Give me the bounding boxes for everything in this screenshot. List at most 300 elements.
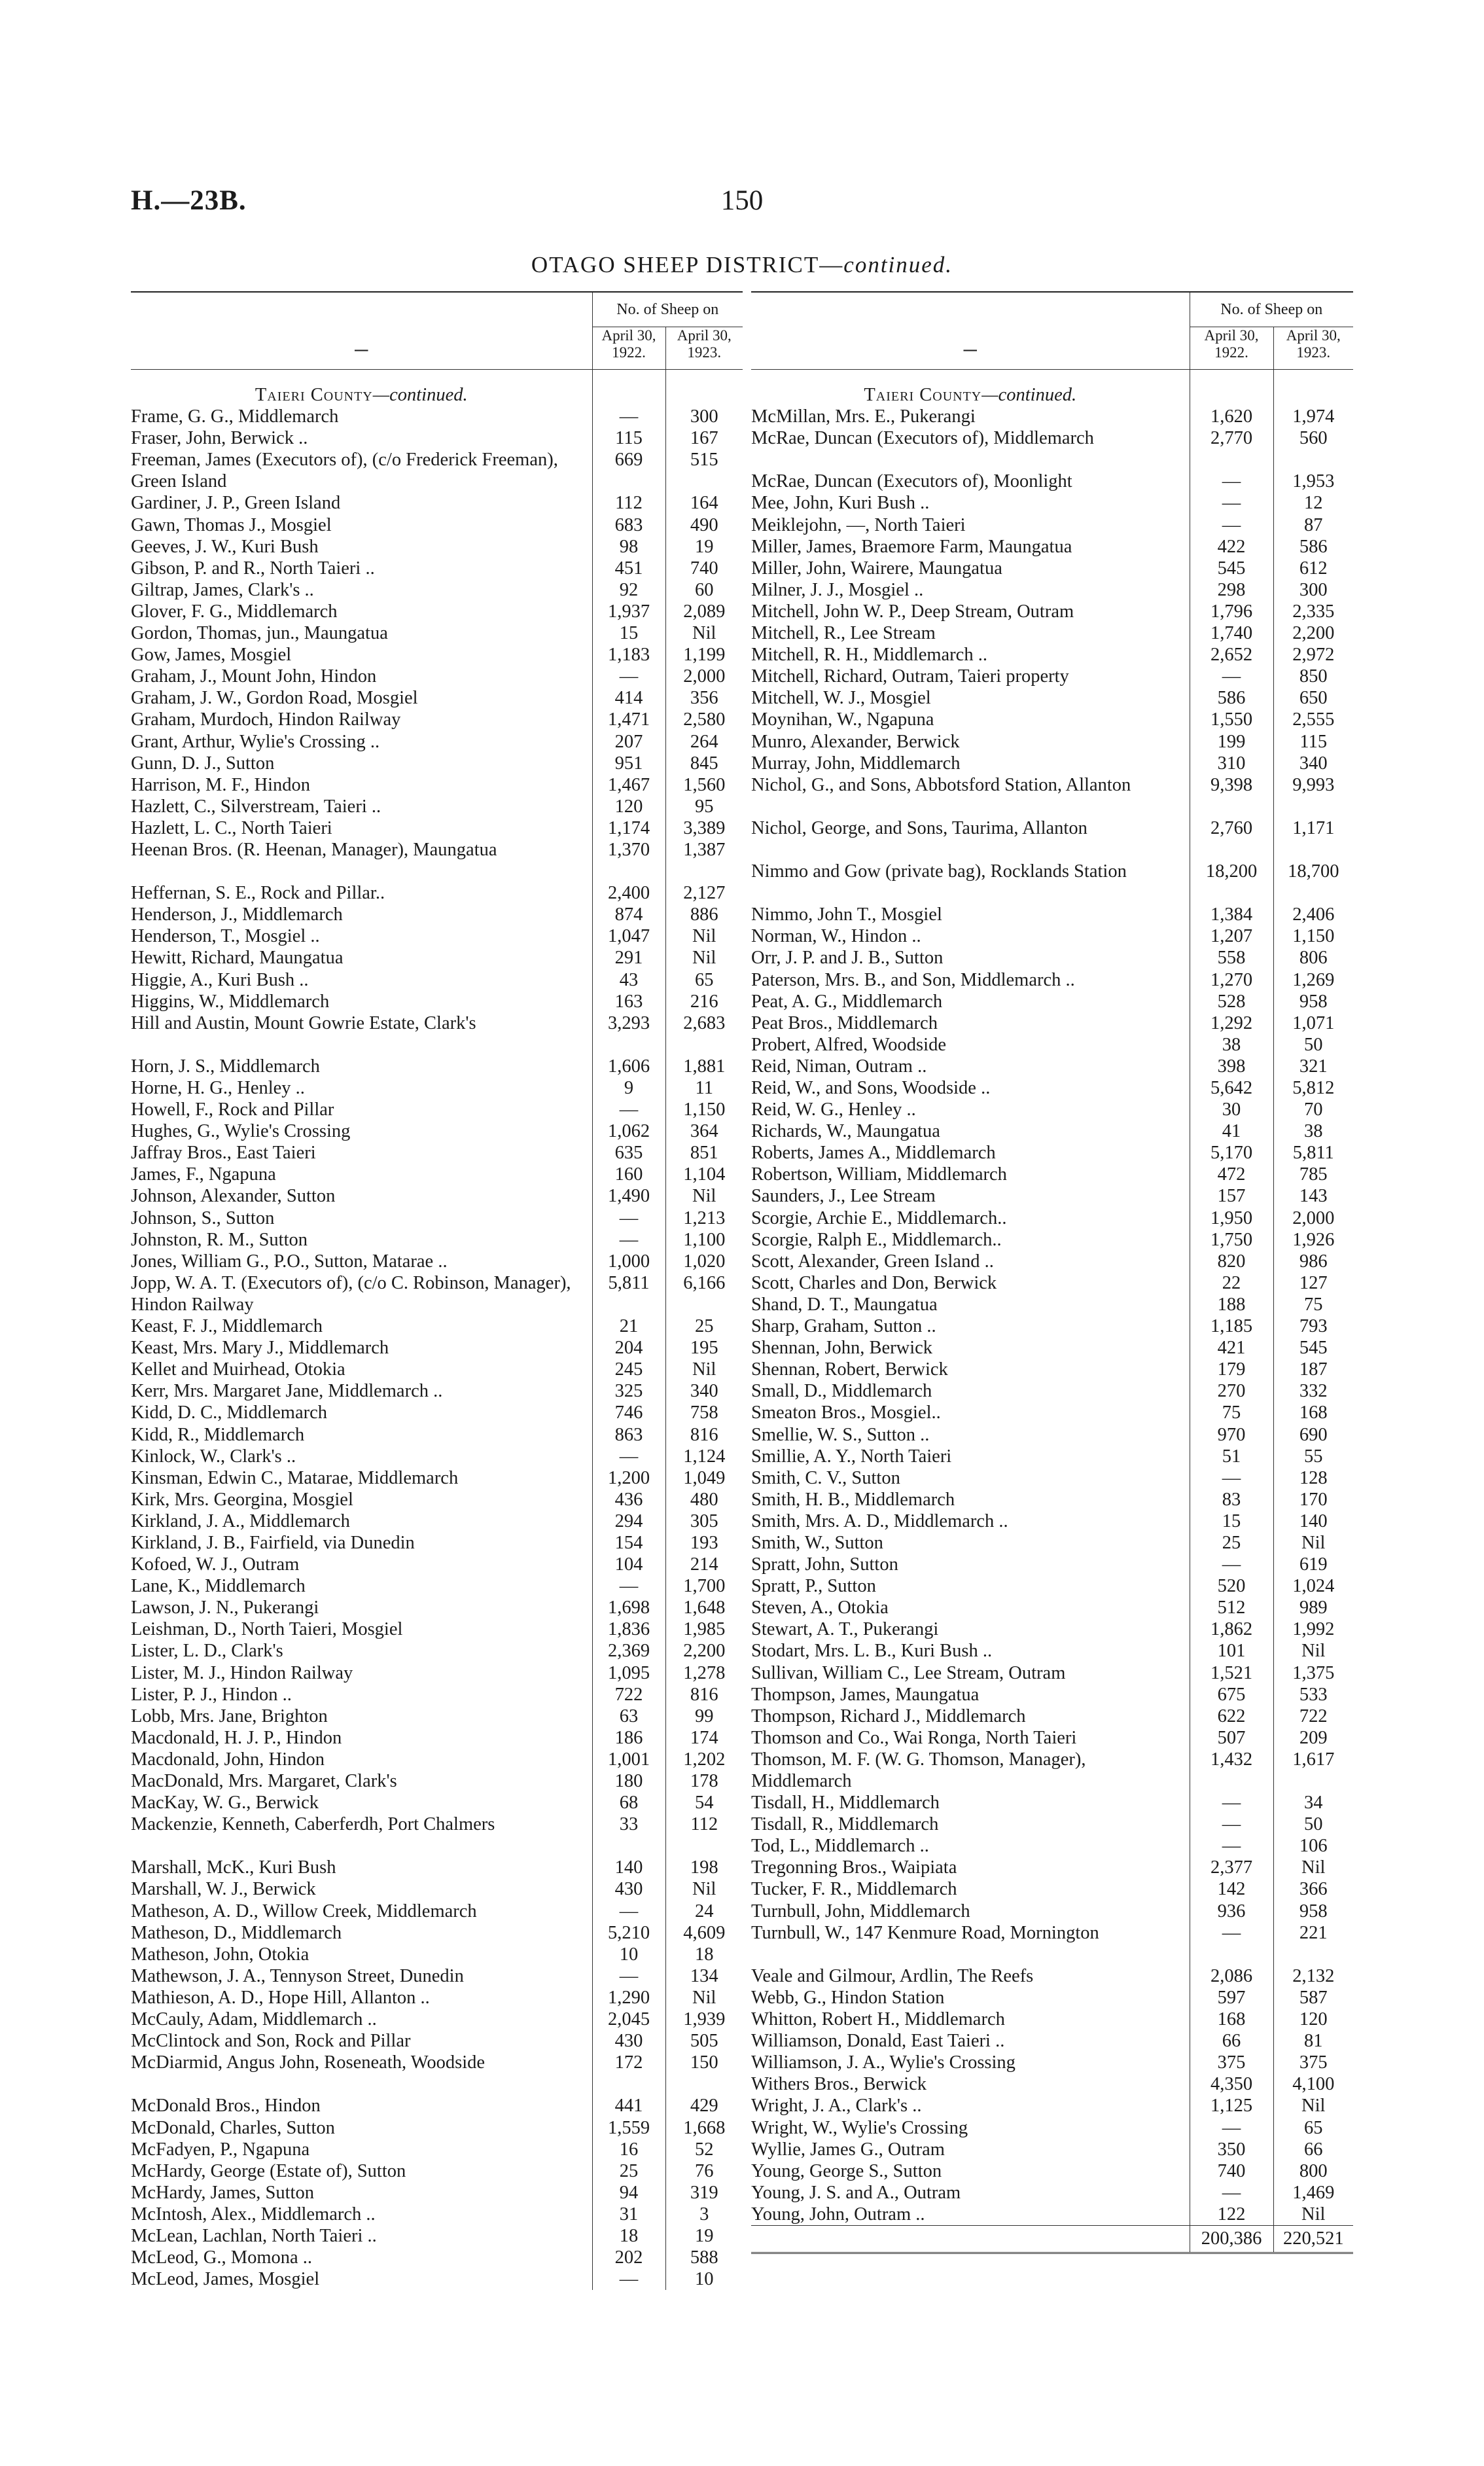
table-row <box>131 1120 743 1142</box>
table-row <box>751 1554 1353 1575</box>
sheep-1923: 195 <box>665 1337 743 1359</box>
sheep-1923: 5,812 <box>1273 1077 1353 1099</box>
table-row <box>131 1402 743 1423</box>
sheep-1923: 50 <box>1273 1034 1353 1056</box>
left-table-grid <box>131 291 743 2290</box>
sheep-1923: 174 <box>665 1727 743 1749</box>
sheep-1922: 83 <box>1190 1489 1273 1510</box>
table-row <box>131 839 743 882</box>
table-row <box>131 1640 743 1662</box>
owner-name: Geeves, J. W., Kuri Bush <box>131 536 319 557</box>
owner-name: Graham, J. W., Gordon Road, Mosgiel <box>131 688 418 709</box>
table-row <box>131 579 743 601</box>
sheep-1923: 2,555 <box>1273 709 1353 730</box>
owner-name: Horn, J. S., Middlemarch <box>131 1056 320 1077</box>
owner-name: Gordon, Thomas, jun., Maungatua <box>131 623 388 644</box>
sheep-1922: 5,811 <box>592 1272 665 1315</box>
table-row <box>751 644 1353 666</box>
sheep-1923: 1,020 <box>665 1251 743 1272</box>
owner-name: McDonald, Charles, Sutton <box>131 2117 335 2138</box>
sheep-1923: 300 <box>665 406 743 427</box>
sheep-1923: 480 <box>665 1489 743 1510</box>
table-row <box>751 1727 1353 1749</box>
owner-name: Kidd, R., Middlemarch <box>131 1424 305 1445</box>
owner-name: Smith, C. V., Sutton <box>751 1467 900 1488</box>
sheep-1922: 18,200 <box>1190 861 1273 904</box>
table-row <box>131 1575 743 1597</box>
sheep-1922: 512 <box>1190 1597 1273 1618</box>
table-row <box>131 1597 743 1618</box>
owner-name: Turnbull, John, Middlemarch <box>751 1901 970 1921</box>
owner-name: McCauly, Adam, Middlemarch .. <box>131 2009 377 2030</box>
sheep-1922: — <box>592 1099 665 1120</box>
sheep-1923: 115 <box>1273 731 1353 753</box>
sheep-1923: 198 <box>665 1857 743 1878</box>
sheep-1922: 669 <box>592 449 665 492</box>
owner-name: Mitchell, John W. P., Deep Stream, Outram <box>751 601 1074 622</box>
sheep-1922: — <box>592 666 665 687</box>
table-row <box>751 2160 1353 2182</box>
table-row <box>131 1770 743 1792</box>
sheep-1922: 507 <box>1190 1727 1273 1749</box>
table-row <box>131 2182 743 2204</box>
owner-name: Marshall, McK., Kuri Bush <box>131 1857 336 1878</box>
sheep-1923: 18,700 <box>1273 861 1353 904</box>
table-row <box>751 2139 1353 2160</box>
sheep-1923: 490 <box>665 514 743 536</box>
table-row <box>751 774 1353 817</box>
sheep-1923: Nil <box>1273 2204 1353 2226</box>
sheep-1923: 515 <box>665 449 743 492</box>
owner-name: Whitton, Robert H., Middlemarch <box>751 2009 1005 2030</box>
owner-name: McIntosh, Alex., Middlemarch .. <box>131 2204 376 2225</box>
owner-name: Higgins, W., Middlemarch <box>131 991 330 1012</box>
owner-name: Johnson, Alexander, Sutton <box>131 1186 336 1207</box>
owner-name: McHardy, George (Estate of), Sutton <box>131 2160 406 2181</box>
owner-name: MacKay, W. G., Berwick <box>131 1793 319 1814</box>
sheep-1922: 4,350 <box>1190 2073 1273 2095</box>
owner-name: Nimmo and Gow (private bag), Rocklands Station <box>751 861 1127 882</box>
sheep-1923: 1,953 <box>1273 471 1353 492</box>
sheep-1922: 1,550 <box>1190 709 1273 730</box>
owner-name: Frame, G. G., Middlemarch <box>131 406 339 427</box>
sheep-1922: — <box>1190 1835 1273 1857</box>
owner-name: Higgie, A., Kuri Bush .. <box>131 969 309 990</box>
owner-name: Graham, J., Mount John, Hindon <box>131 666 377 687</box>
sheep-1923: 505 <box>665 2030 743 2052</box>
table-row <box>751 1987 1353 2009</box>
sheep-1922: 41 <box>1190 1120 1273 1142</box>
table-row <box>131 1901 743 1922</box>
sheep-1923: 18 <box>665 1944 743 1965</box>
sheep-1923: 650 <box>1273 687 1353 709</box>
sheep-1923: 1,124 <box>665 1446 743 1467</box>
table-row <box>131 1315 743 1337</box>
sheep-1923: 800 <box>1273 2160 1353 2182</box>
sheep-1922: 1,095 <box>592 1662 665 1684</box>
owner-name: Mee, John, Kuri Bush .. <box>751 493 930 514</box>
owner-name: Smith, Mrs. A. D., Middlemarch .. <box>751 1510 1008 1531</box>
sheep-1923: 612 <box>1273 558 1353 579</box>
sheep-1922: 168 <box>1190 2009 1273 2030</box>
table-row <box>131 1857 743 1878</box>
owner-name: Hazlett, C., Silverstream, Taieri .. <box>131 796 381 817</box>
sheep-1922: 10 <box>592 1944 665 1965</box>
sheep-1922: 1,862 <box>1190 1618 1273 1640</box>
owner-name: Spratt, John, Sutton <box>751 1554 898 1575</box>
table-row <box>131 1814 743 1857</box>
table-row <box>751 1251 1353 1272</box>
table-row <box>751 1012 1353 1034</box>
sheep-1922: 30 <box>1190 1099 1273 1120</box>
owner-name: Shennan, Robert, Berwick <box>751 1359 948 1380</box>
table-row <box>751 709 1353 730</box>
sheep-1923: 340 <box>1273 753 1353 774</box>
sheep-1923: 112 <box>665 1814 743 1857</box>
sheep-1923: 66 <box>1273 2139 1353 2160</box>
sheep-1922: 2,760 <box>1190 817 1273 861</box>
table-row <box>131 1532 743 1554</box>
table-row <box>131 1662 743 1684</box>
sheep-1922: 820 <box>1190 1251 1273 1272</box>
sheep-1922: 38 <box>1190 1034 1273 1056</box>
table-row <box>131 1489 743 1510</box>
table-row <box>131 601 743 622</box>
owner-name: Tucker, F. R., Middlemarch <box>751 1879 957 1900</box>
sheep-1922: — <box>592 1901 665 1922</box>
owner-name: Spratt, P., Sutton <box>751 1576 876 1597</box>
sheep-1923: Nil <box>665 947 743 969</box>
owner-name: Steven, A., Otokia <box>751 1598 889 1618</box>
sheep-1922: 1,207 <box>1190 925 1273 947</box>
table-row <box>131 947 743 969</box>
owner-name: Gibson, P. and R., North Taieri .. <box>131 558 375 579</box>
sheep-1922: 3,293 <box>592 1012 665 1056</box>
sheep-1922: 1,467 <box>592 774 665 796</box>
sheep-1923: 216 <box>665 991 743 1012</box>
table-row <box>131 1207 743 1229</box>
owner-name: James, F., Ngapuna <box>131 1164 276 1185</box>
sheep-1922: — <box>1190 2182 1273 2204</box>
sheep-1922: 112 <box>592 492 665 514</box>
sheep-1922: — <box>1190 492 1273 514</box>
owner-name: Young, John, Outram .. <box>751 2204 925 2225</box>
sheep-1923: 75 <box>1273 1294 1353 1315</box>
owner-name: Young, J. S. and A., Outram <box>751 2182 961 2203</box>
sheep-1923: 99 <box>665 1706 743 1727</box>
col-1922-header: April 30, 1922. <box>592 327 665 370</box>
owner-name: Jopp, W. A. T. (Executors of), (c/o C. Robinson, Manager), Hindon Railway <box>131 1272 571 1315</box>
sheep-1922: 66 <box>1190 2030 1273 2052</box>
owner-name: Scott, Charles and Don, Berwick <box>751 1272 997 1293</box>
sheep-1923: 19 <box>665 2225 743 2247</box>
sheep-1922: 104 <box>592 1554 665 1575</box>
owner-name: Smith, W., Sutton <box>751 1532 883 1553</box>
owner-name: Matheson, D., Middlemarch <box>131 1922 342 1943</box>
right-sheep-table <box>751 291 1353 2254</box>
sheep-1923: 586 <box>1273 536 1353 558</box>
sheep-1922: 120 <box>592 796 665 817</box>
sheep-1923: 1,700 <box>665 1575 743 1597</box>
owner-name: Kidd, D. C., Middlemarch <box>131 1403 328 1423</box>
owner-name: Horne, H. G., Henley .. <box>131 1078 305 1098</box>
table-row <box>751 687 1353 709</box>
owner-name: Thomson and Co., Wai Ronga, North Taieri <box>751 1727 1077 1748</box>
sheep-1923: 2,132 <box>1273 1965 1353 1987</box>
sheep-1923: Nil <box>1273 1640 1353 1662</box>
table-row <box>131 1012 743 1056</box>
sheep-1923: 65 <box>1273 2117 1353 2139</box>
table-row <box>131 753 743 774</box>
table-row <box>131 2095 743 2117</box>
sheep-1922: 1,384 <box>1190 904 1273 925</box>
sheep-1922: 1,796 <box>1190 601 1273 622</box>
owner-name: Matheson, A. D., Willow Creek, Middlemarch <box>131 1901 477 1921</box>
sheep-1923: 11 <box>665 1077 743 1099</box>
sheep-1923: 2,200 <box>1273 622 1353 644</box>
owner-name: Keast, Mrs. Mary J., Middlemarch <box>131 1338 389 1359</box>
table-row <box>751 991 1353 1012</box>
owner-name: Harrison, M. F., Hindon <box>131 774 311 795</box>
sheep-1922: 2,086 <box>1190 1965 1273 1987</box>
owner-name: Nimmo, John T., Mosgiel <box>751 904 942 925</box>
sheep-1923: 38 <box>1273 1120 1353 1142</box>
table-row <box>751 1207 1353 1229</box>
owner-name: Saunders, J., Lee Stream <box>751 1186 936 1207</box>
sheep-1922: 1,432 <box>1190 1749 1273 1792</box>
table-row <box>751 1034 1353 1056</box>
owner-name: Scorgie, Ralph E., Middlemarch.. <box>751 1229 1002 1250</box>
owner-name: Lister, P. J., Hindon .. <box>131 1684 292 1705</box>
table-row <box>131 969 743 991</box>
table-row <box>131 1510 743 1532</box>
sheep-1923: 143 <box>1273 1185 1353 1207</box>
table-row <box>131 1684 743 1706</box>
owner-name: Nichol, George, and Sons, Taurima, Allanton <box>751 817 1087 838</box>
sheep-1922: 683 <box>592 514 665 536</box>
owner-name: Meiklejohn, —, North Taieri <box>751 514 966 535</box>
table-row <box>131 1446 743 1467</box>
owner-name: Webb, G., Hindon Station <box>751 1987 945 2008</box>
sheep-1922: — <box>1190 1554 1273 1575</box>
sheep-1923: 545 <box>1273 1337 1353 1359</box>
sheep-1923: 87 <box>1273 514 1353 536</box>
sheep-1922: — <box>1190 1467 1273 1489</box>
sheep-1922: 98 <box>592 536 665 558</box>
sheep-1922: 414 <box>592 687 665 709</box>
table-row <box>751 1380 1353 1402</box>
sheep-1923: 164 <box>665 492 743 514</box>
owner-name: Freeman, James (Executors of), (c/o Frederick Freeman), Green Island <box>131 450 558 492</box>
sheep-1923: 986 <box>1273 1251 1353 1272</box>
sheep-1922: — <box>592 1207 665 1229</box>
table-row <box>751 1315 1353 1337</box>
page-title <box>0 252 1484 278</box>
table-row <box>131 1878 743 1900</box>
sheep-1923: 4,100 <box>1273 2073 1353 2095</box>
sheep-1923: 2,127 <box>665 882 743 904</box>
sheep-1923: 65 <box>665 969 743 991</box>
sheep-count-group-header: No. of Sheep on <box>1190 292 1353 327</box>
sheep-1923: 120 <box>1273 2009 1353 2030</box>
table-row <box>131 925 743 947</box>
owner-name: Stewart, A. T., Pukerangi <box>751 1619 939 1640</box>
sheep-1922: — <box>1190 1792 1273 1814</box>
owner-name: Thompson, James, Maungatua <box>751 1684 980 1705</box>
sheep-1923: 127 <box>1273 1272 1353 1294</box>
table-row <box>751 1662 1353 1684</box>
col-1923-header: April 30, 1923. <box>1273 327 1353 370</box>
sheep-1923: 1,375 <box>1273 1662 1353 1684</box>
sheep-1923: 1,985 <box>665 1618 743 1640</box>
sheep-1923: 9,993 <box>1273 774 1353 817</box>
name-column-header <box>751 292 1190 327</box>
sheep-1923: 170 <box>1273 1489 1353 1510</box>
sheep-1923: Nil <box>1273 1857 1353 1878</box>
table-row <box>751 1229 1353 1251</box>
sheep-1923: 264 <box>665 731 743 753</box>
sheep-1923: 168 <box>1273 1402 1353 1423</box>
table-row <box>131 1987 743 2009</box>
sheep-1923: 588 <box>665 2247 743 2268</box>
owner-name: Howell, F., Rock and Pillar <box>131 1099 334 1120</box>
sheep-1922: 863 <box>592 1424 665 1446</box>
sheep-1922: 1,200 <box>592 1467 665 1489</box>
table-row <box>751 1142 1353 1164</box>
owner-name: Turnbull, W., 147 Kenmure Road, Mornington <box>751 1922 1099 1943</box>
owner-name: Peat Bros., Middlemarch <box>751 1012 938 1033</box>
sheep-1922: 1,740 <box>1190 622 1273 644</box>
table-row <box>751 1467 1353 1489</box>
table-row <box>751 492 1353 514</box>
owner-name: Heffernan, S. E., Rock and Pillar.. <box>131 883 385 904</box>
sheep-count-group-header: No. of Sheep on <box>592 292 743 327</box>
owner-name: Wyllie, James G., Outram <box>751 2139 945 2160</box>
table-row <box>131 1424 743 1446</box>
owner-name: Mathewson, J. A., Tennyson Street, Dunedin <box>131 1965 464 1986</box>
owner-name: Milner, J. J., Mosgiel .. <box>751 579 924 600</box>
table-row <box>751 2009 1353 2030</box>
table-row <box>751 947 1353 969</box>
owner-name: Thompson, Richard J., Middlemarch <box>751 1706 1026 1726</box>
table-row <box>131 796 743 817</box>
owner-name: Kirkland, J. B., Fairfield, via Dunedin <box>131 1532 415 1553</box>
name-column-header <box>131 292 592 327</box>
sheep-1922: 207 <box>592 731 665 753</box>
table-row <box>751 1424 1353 1446</box>
sheep-1922: — <box>1190 1814 1273 1835</box>
sheep-1923: 850 <box>1273 666 1353 687</box>
table-row <box>131 1164 743 1185</box>
sheep-1922: 874 <box>592 904 665 925</box>
table-row <box>751 1922 1353 1965</box>
right-table-grid <box>751 291 1353 2254</box>
table-row <box>131 536 743 558</box>
sheep-1923: 2,683 <box>665 1012 743 1056</box>
table-row <box>131 1944 743 1965</box>
owner-name: Moynihan, W., Ngapuna <box>751 709 934 730</box>
owner-name: Tregonning Bros., Waipiata <box>751 1857 957 1878</box>
owner-name: Reid, W., and Sons, Woodside .. <box>751 1078 991 1098</box>
owner-name: Hazlett, L. C., North Taieri <box>131 817 332 838</box>
table-row <box>131 449 743 492</box>
sheep-1922: 172 <box>592 2052 665 2095</box>
owner-name: Henderson, T., Mosgiel .. <box>131 926 320 947</box>
owner-name: Hughes, G., Wylie's Crossing <box>131 1121 351 1142</box>
owner-name: Jones, William G., P.O., Sutton, Matarae .. <box>131 1251 448 1272</box>
sheep-1923: 989 <box>1273 1597 1353 1618</box>
table-row <box>131 1077 743 1099</box>
owner-name: Kirkland, J. A., Middlemarch <box>131 1510 350 1531</box>
total-1922: 200,386 <box>1190 2225 1273 2253</box>
table-row <box>131 1467 743 1489</box>
sheep-1922: 245 <box>592 1359 665 1380</box>
sheep-1923: 178 <box>665 1770 743 1792</box>
sheep-1922: 188 <box>1190 1294 1273 1315</box>
sheep-1922: 310 <box>1190 753 1273 774</box>
name-column-dash: – <box>751 327 1190 370</box>
sheep-1922: — <box>592 1446 665 1467</box>
owner-name: Kerr, Mrs. Margaret Jane, Middlemarch .. <box>131 1381 443 1402</box>
sheep-1922: 1,270 <box>1190 969 1273 991</box>
sheep-1922: 179 <box>1190 1359 1273 1380</box>
table-row <box>751 406 1353 427</box>
col-1922-header: April 30, 1922. <box>1190 327 1273 370</box>
owner-name: Nichol, G., and Sons, Abbotsford Station, Allanton <box>751 774 1131 795</box>
owner-name: Gunn, D. J., Sutton <box>131 753 275 774</box>
owner-name: Kinsman, Edwin C., Matarae, Middlemarch <box>131 1467 459 1488</box>
sheep-1922: 115 <box>592 427 665 449</box>
sheep-1922: 1,836 <box>592 1618 665 1640</box>
sheep-1922: 1,937 <box>592 601 665 622</box>
table-row <box>751 1618 1353 1640</box>
owner-name: Mitchell, R., Lee Stream <box>751 623 936 644</box>
col-1923-header: April 30, 1923. <box>665 327 743 370</box>
owner-name: Gawn, Thomas J., Mosgiel <box>131 514 332 535</box>
sheep-1923: 1,648 <box>665 1597 743 1618</box>
sheep-1922: 180 <box>592 1770 665 1792</box>
table-row <box>751 1056 1353 1077</box>
table-row <box>751 471 1353 492</box>
table-row <box>751 1185 1353 1207</box>
sheep-1922: 160 <box>592 1164 665 1185</box>
table-row <box>751 1684 1353 1706</box>
table-row <box>131 2139 743 2160</box>
owner-name: Graham, Murdoch, Hindon Railway <box>131 709 401 730</box>
sheep-1923: 1,560 <box>665 774 743 796</box>
table-row <box>131 709 743 730</box>
sheep-1923: 209 <box>1273 1727 1353 1749</box>
sheep-1923: 1,387 <box>665 839 743 882</box>
sheep-1922: 970 <box>1190 1424 1273 1446</box>
table-row <box>751 1706 1353 1727</box>
table-row <box>751 817 1353 861</box>
owner-name: Smillie, A. Y., North Taieri <box>751 1446 952 1467</box>
table-row <box>751 2117 1353 2139</box>
sheep-1922: 1,521 <box>1190 1662 1273 1684</box>
sheep-1923: 785 <box>1273 1164 1353 1185</box>
owner-name: Paterson, Mrs. B., and Son, Middlemarch .. <box>751 969 1075 990</box>
sheep-1922: — <box>1190 666 1273 687</box>
sheep-1923: 690 <box>1273 1424 1353 1446</box>
owner-name: Lane, K., Middlemarch <box>131 1576 306 1597</box>
owner-name: Marshall, W. J., Berwick <box>131 1879 316 1900</box>
sheep-1923: 214 <box>665 1554 743 1575</box>
sheep-1922: — <box>592 1229 665 1251</box>
owner-name: Tisdall, H., Middlemarch <box>751 1793 940 1814</box>
table-row <box>131 1337 743 1359</box>
table-row <box>751 1164 1353 1185</box>
